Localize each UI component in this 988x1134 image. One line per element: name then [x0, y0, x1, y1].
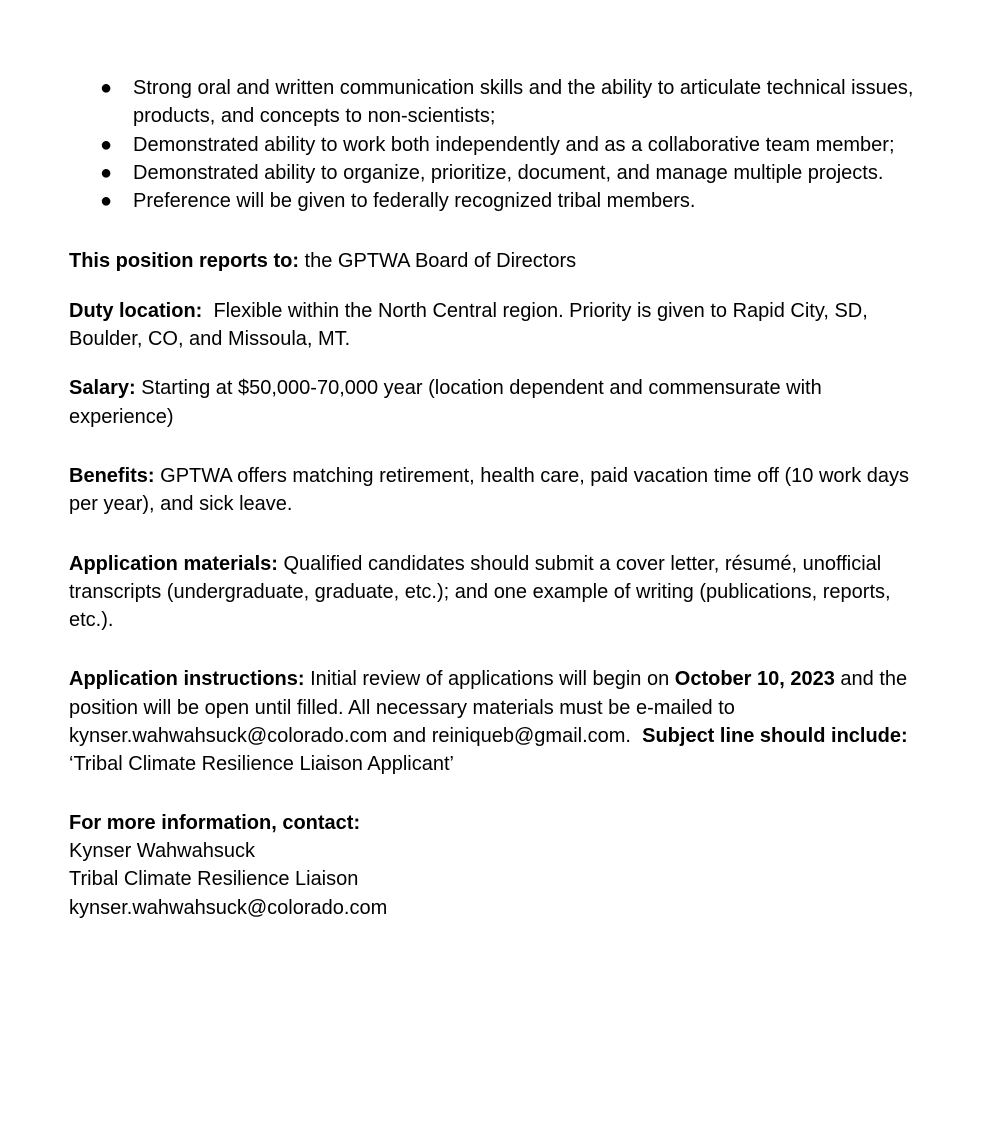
- reports-to-label: This position reports to:: [69, 250, 299, 273]
- application-instructions-text: Initial review of applications will begin on: [304, 668, 675, 691]
- bullet-text: Preference will be given to federally recognized tribal members.: [133, 190, 696, 213]
- salary-label: Salary:: [69, 377, 136, 400]
- contact-name: Kynser Wahwahsuck: [69, 839, 255, 862]
- reports-to-text: the GPTWA Board of Directors: [299, 250, 577, 273]
- application-instructions-text-2: and the position will be open until filled. All necessary materials must be e-mailed to kynser.wahwahsuck@colorado.com and reiniqueb@gmail.com.: [69, 668, 913, 748]
- document-page: [69, 74, 929, 922]
- qualifications-list: [69, 74, 929, 215]
- bullet-text: Demonstrated ability to organize, prioritize, document, and manage multiple projects.: [133, 161, 884, 184]
- duty-location-label: Duty location:: [69, 299, 203, 322]
- bullet-text: Demonstrated ability to work both independently and as a collaborative team member;: [133, 133, 895, 156]
- salary-paragraph: [69, 374, 929, 431]
- application-materials-label: Application materials:: [69, 552, 278, 575]
- contact-label: For more information, contact:: [69, 811, 361, 834]
- bullet-icon: ●: [100, 77, 113, 99]
- application-materials-paragraph: [69, 550, 929, 635]
- bullet-icon: ●: [100, 133, 113, 156]
- subject-line-label: Subject line should include:: [642, 725, 908, 748]
- application-materials-text: Qualified candidates should submit a cover letter, résumé, unofficial transcripts (undergraduate, graduate, etc.); and one example of writing (publications, reports, etc.).: [69, 552, 891, 632]
- benefits-text: GPTWA offers matching retirement, health care, paid vacation time off (10 work days per year), and sick leave.: [69, 464, 909, 516]
- contact-email: kynser.wahwahsuck@colorado.com: [69, 896, 388, 919]
- contact-title: Tribal Climate Resilience Liaison: [69, 868, 359, 891]
- subject-line-text: ‘Tribal Climate Resilience Liaison Applicant’: [69, 753, 454, 776]
- list-item: [69, 187, 929, 215]
- reports-to-paragraph: [69, 247, 929, 275]
- application-instructions-paragraph: [69, 665, 929, 778]
- list-item: [69, 159, 929, 187]
- duty-location-text: Flexible within the North Central region. Priority is given to Rapid City, SD, Boulder, CO, and Missoula, MT.: [69, 299, 874, 351]
- bullet-icon: ●: [100, 190, 113, 213]
- contact-block: [69, 809, 929, 922]
- bullet-text: Strong oral and written communication skills and the ability to articulate technical issues, products, and concepts to non-scientists;: [133, 77, 914, 128]
- benefits-paragraph: [69, 462, 929, 519]
- salary-text: Starting at $50,000-70,000 year (location dependent and commensurate with experience): [69, 377, 822, 428]
- list-item: [69, 131, 929, 159]
- review-date: October 10, 2023: [674, 668, 835, 691]
- benefits-label: Benefits:: [69, 464, 155, 487]
- duty-location-paragraph: [69, 297, 929, 354]
- application-instructions-label: Application instructions:: [69, 668, 305, 691]
- list-item: [69, 74, 929, 131]
- bullet-icon: ●: [100, 161, 113, 184]
